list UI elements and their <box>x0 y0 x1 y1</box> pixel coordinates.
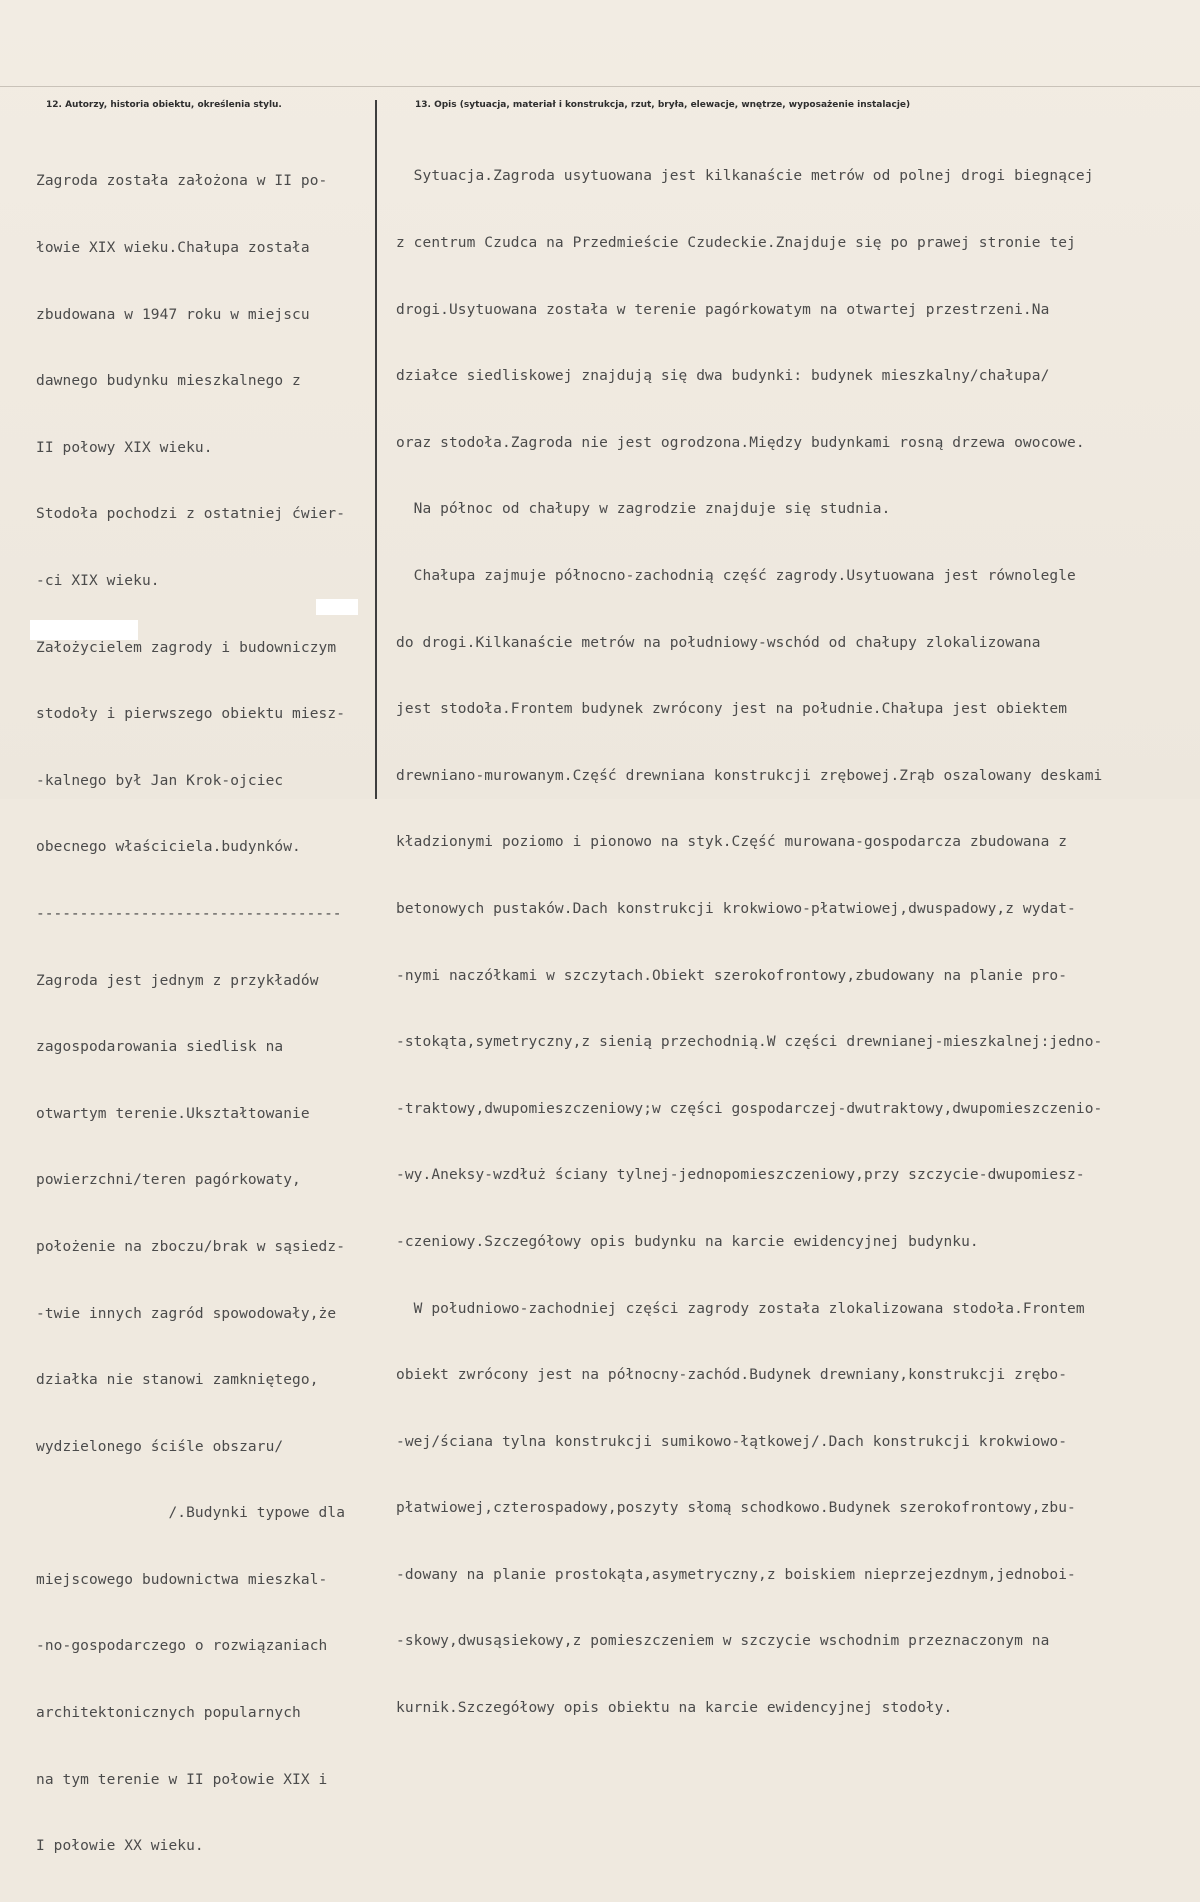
text-line: Zagroda została założona w II po- <box>36 173 328 190</box>
section-12-header: 12. Autorzy, historia obiektu, określenia stylu. <box>46 100 282 110</box>
text-line: -no-gospodarczego o rozwiązaniach <box>36 1638 328 1655</box>
text-line: Sytuacja.Zagroda usytuowana jest kilkanaście metrów od polnej drogi biegnącej <box>396 168 1094 185</box>
text-line: /.Budynki typowe dla <box>36 1505 346 1522</box>
text-line: II połowy XIX wieku. <box>36 439 213 456</box>
top-rule <box>0 86 1200 87</box>
text-line: betonowych pustaków.Dach konstrukcji krokwiowo-płatwiowej,dwuspadowy,z wydat- <box>396 900 1076 917</box>
text-line: kładzionymi poziomo i pionowo na styk.Część murowana-gospodarcza zbudowana z <box>396 834 1068 851</box>
redaction-patch <box>30 620 138 640</box>
text-line: -twie innych zagród spowodowały,że <box>36 1305 337 1322</box>
description-column <box>396 121 1196 1764</box>
text-line: działce siedliskowej znajdują się dwa budynki: budynek mieszkalny/chałupa/ <box>396 368 1050 385</box>
text-line: obecnego właściciela.budynków. <box>36 839 301 856</box>
text-line: powierzchni/teren pagórkowaty, <box>36 1172 301 1189</box>
text-line: I połowie XX wieku. <box>36 1838 204 1855</box>
text-line: wydzielonego ściśle obszaru/ <box>36 1438 284 1455</box>
text-line: Założycielem zagrody i budowniczym <box>36 639 337 656</box>
dashed-separator: ----------------------------------- <box>36 905 342 922</box>
text-line: zagospodarowania siedlisk na <box>36 1039 284 1056</box>
text-line: Stodoła pochodzi z ostatniej ćwier- <box>36 506 346 523</box>
text-line: -dowany na planie prostokąta,asymetryczny,z boiskiem nieprzejezdnym,jednoboi- <box>396 1566 1076 1583</box>
text-line: W południowo-zachodniej części zagrody została zlokalizowana stodoła.Frontem <box>396 1300 1085 1317</box>
text-line: -skowy,dwusąsiekowy,z pomieszczeniem w szczycie wschodnim przeznaczonym na <box>396 1633 1050 1650</box>
section-13-header: 13. Opis (sytuacja, materiał i konstrukcja, rzut, bryła, elewacje, wnętrze, wyposażenie instalacje) <box>415 100 911 110</box>
text-line: na tym terenie w II połowie XIX i <box>36 1771 328 1788</box>
text-line: płatwiowej,czterospadowy,poszyty słomą schodkowo.Budynek szerokofrontowy,zbu- <box>396 1500 1076 1517</box>
text-line: otwartym terenie.Ukształtowanie <box>36 1105 310 1122</box>
text-line: kurnik.Szczegółowy opis obiektu na karcie ewidencyjnej stodoły. <box>396 1700 953 1717</box>
text-line: działka nie stanowi zamkniętego, <box>36 1372 319 1389</box>
text-line: zbudowana w 1947 roku w miejscu <box>36 306 310 323</box>
text-line: -ci XIX wieku. <box>36 572 160 589</box>
text-line: Chałupa zajmuje północno-zachodnią część zagrody.Usytuowana jest równolegle <box>396 567 1076 584</box>
text-line: stodoły i pierwszego obiektu miesz- <box>36 706 346 723</box>
text-line: Zagroda jest jednym z przykładów <box>36 972 319 989</box>
text-line: łowie XIX wieku.Chałupa została <box>36 240 310 256</box>
text-line: -kalnego był Jan Krok-ojciec <box>36 772 284 789</box>
text-line: z centrum Czudca na Przedmieście Czudeckie.Znajduje się po prawej stronie tej <box>396 235 1076 251</box>
text-line: -stokąta,symetryczny,z sienią przechodnią.W części drewnianej-mieszkalnej:jedno- <box>396 1034 1103 1051</box>
text-line: drogi.Usytuowana została w terenie pagórkowatym na otwartej przestrzeni.Na <box>396 301 1050 318</box>
history-column <box>36 126 376 1902</box>
text-line: -wy.Aneksy-wzdłuż ściany tylnej-jednopomieszczeniowy,przy szczycie-dwupomiesz- <box>396 1167 1085 1184</box>
text-line: miejscowego budownictwa mieszkal- <box>36 1571 328 1588</box>
text-line: drewniano-murowanym.Część drewniana konstrukcji zrębowej.Zrąb oszalowany deskami <box>396 767 1103 784</box>
text-line: architektonicznych popularnych <box>36 1705 301 1722</box>
text-line: jest stodoła.Frontem budynek zwrócony jest na południe.Chałupa jest obiektem <box>396 701 1068 718</box>
text-line: -czeniowy.Szczegółowy opis budynku na karcie ewidencyjnej budynku. <box>396 1233 979 1250</box>
text-line: dawnego budynku mieszkalnego z <box>36 373 301 390</box>
redaction-patch <box>316 599 358 615</box>
text-line: oraz stodoła.Zagroda nie jest ogrodzona.Między budynkami rosną drzewa owocowe. <box>396 434 1085 451</box>
text-line: obiekt zwrócony jest na północny-zachód.Budynek drewniany,konstrukcji zrębo- <box>396 1367 1068 1384</box>
text-line: położenie na zboczu/brak w sąsiedz- <box>36 1238 346 1255</box>
text-line: -nymi naczółkami w szczytach.Obiekt szerokofrontowy,zbudowany na planie pro- <box>396 967 1068 984</box>
text-line: -wej/ściana tylna konstrukcji sumikowo-łątkowej/.Dach konstrukcji krokwiowo- <box>396 1433 1068 1450</box>
text-line: Na północ od chałupy w zagrodzie znajduje się studnia. <box>396 501 891 518</box>
text-line: -traktowy,dwupomieszczeniowy;w części gospodarczej-dwutraktowy,dwupomieszczenio- <box>396 1100 1103 1117</box>
text-line: do drogi.Kilkanaście metrów na południowy-wschód od chałupy zlokalizowana <box>396 634 1041 651</box>
